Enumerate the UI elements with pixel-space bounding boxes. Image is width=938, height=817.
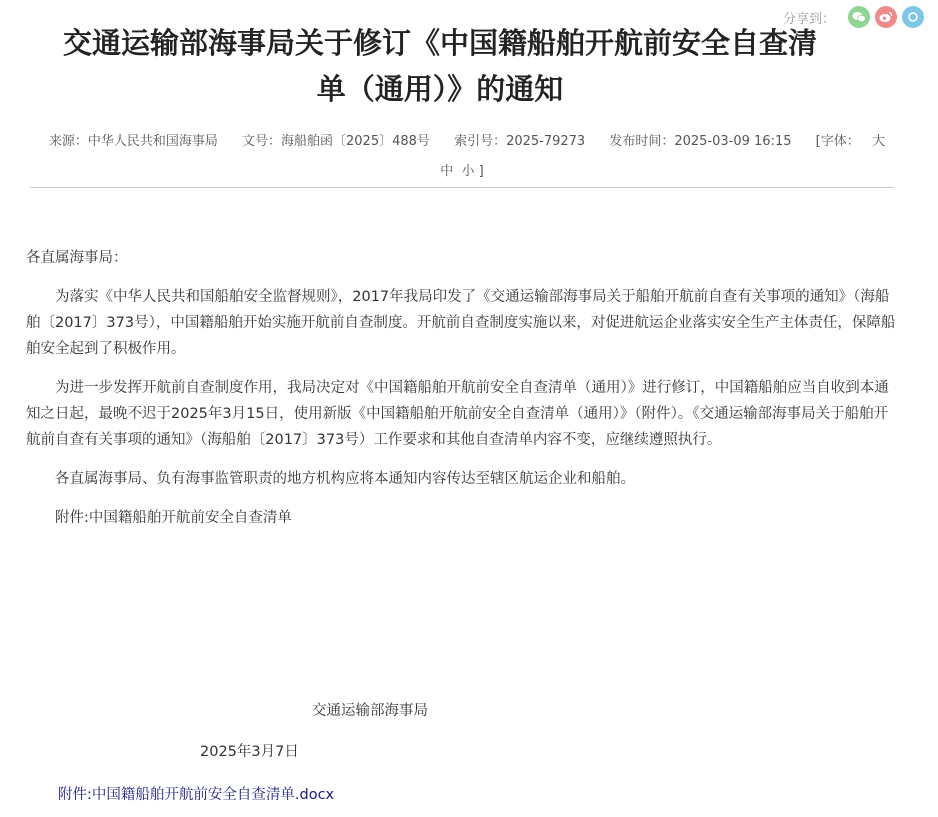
body-paragraph: 为进一步发挥开航前自查制度作用，我局决定对《中国籍船舶开航前安全自查清单（通用）》进行修订，中国籍船舶应当自收到本通知之日起，最晚不迟于2025年3月15日，使用新版《中国籍船舶开航前安全自查清单（通用）》（附件）。《交通运输部海事局关于船舶开航前自查有关事项的通知》（海船舶〔2017〕373号）工作要求和其他自查清单内容不变，应继续遵照执行。 <box>26 380 889 448</box>
article-meta <box>30 127 894 187</box>
article-body <box>26 245 898 544</box>
attachment-note: 附件:中国籍船舶开航前安全自查清单 <box>55 510 292 526</box>
font-large-button[interactable]: 大 <box>872 134 886 149</box>
meta-doc-number: 文号：海船舶函〔2025〕488号 <box>242 134 430 149</box>
font-size-label: [字体： <box>815 134 860 149</box>
share-icon[interactable] <box>902 6 924 28</box>
meta-source: 来源：中华人民共和国海事局 <box>48 134 218 149</box>
meta-publish-time: 发布时间：2025-03-09 16:15 <box>609 134 792 149</box>
font-medium-button[interactable]: 中 <box>440 164 454 179</box>
attachment-download-link[interactable]: 附件:中国籍船舶开航前安全自查清单.docx <box>58 787 335 803</box>
share-label: 分享到： <box>782 11 835 27</box>
header-divider <box>30 187 894 188</box>
sign-date: 2025年3月7日 <box>200 744 299 760</box>
meta-index-number: 索引号：2025-79273 <box>454 134 586 149</box>
font-small-button[interactable]: 小 <box>461 164 475 179</box>
signature: 交通运输部海事局 <box>312 703 428 719</box>
salutation: 各直属海事局： <box>26 250 128 266</box>
body-paragraph: 各直属海事局、负有海事监管职责的地方机构应将本通知内容传达至辖区航运企业和船舶。 <box>55 471 635 487</box>
weibo-icon[interactable] <box>875 6 897 28</box>
body-paragraph: 为落实《中华人民共和国船舶安全监督规则》，2017年我局印发了《交通运输部海事局关于船舶开航前自查有关事项的通知》（海船舶〔2017〕373号），中国籍船舶开始实施开航前自查制度。开航前自查制度实施以来，对促进航运企业落实安全生产主体责任，保障船舶安全起到了积极作用。 <box>26 289 896 357</box>
page-title: 交通运输部海事局关于修订《中国籍船舶开航前安全自查清单（通用）》的通知 <box>62 26 817 106</box>
font-size-close: ] <box>478 164 484 179</box>
wechat-icon[interactable] <box>848 6 870 28</box>
